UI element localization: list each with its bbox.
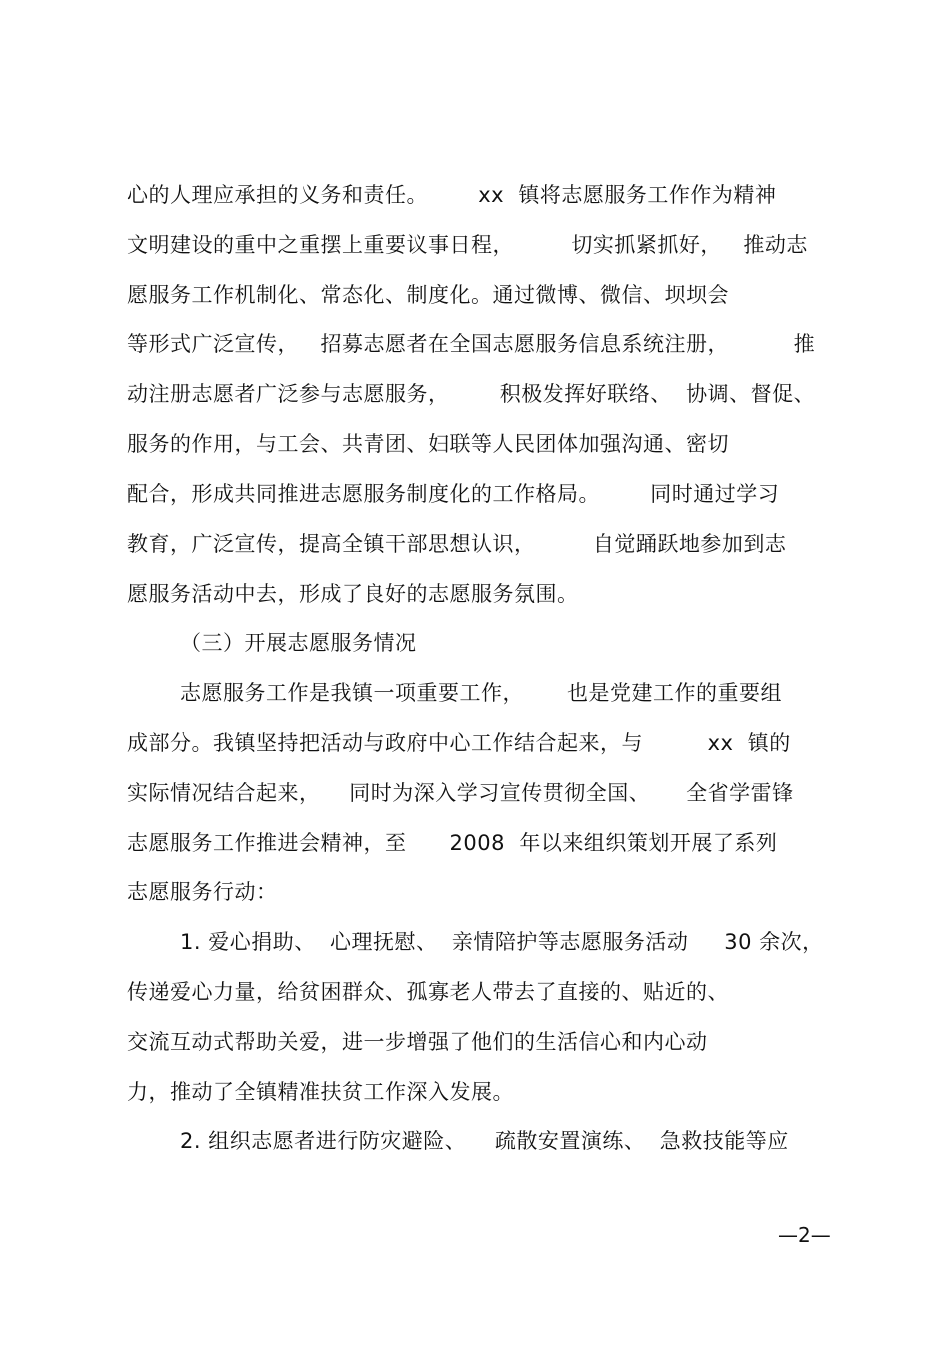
paragraph-line: 心的人理应承担的义务和责任。 xx 镇将志愿服务工作作为精神 xyxy=(127,183,777,207)
paragraph-line: 文明建设的重中之重摆上重要议事日程， 切实抓紧抓好， 推动志 xyxy=(127,233,808,257)
paragraph-line: 力，推动了全镇精准扶贫工作深入发展。 xyxy=(127,1080,514,1104)
paragraph-line: 愿服务活动中去，形成了良好的志愿服务氛围。 xyxy=(127,582,579,606)
paragraph-line: 志愿服务工作是我镇一项重要工作， 也是党建工作的重要组 xyxy=(180,681,783,705)
list-item-line: 1. 爱心捐助、 心理抚慰、 亲情陪护等志愿服务活动 30 余次， xyxy=(180,930,824,954)
paragraph-line: 成部分。我镇坚持把活动与政府中心工作结合起来，与 xx 镇的 xyxy=(127,731,791,755)
paragraph-line: 教育，广泛宣传，提高全镇干部思想认识， 自觉踊跃地参加到志 xyxy=(127,532,787,556)
paragraph-line: 动注册志愿者广泛参与志愿服务， 积极发挥好联络、 协调、督促、 xyxy=(127,382,816,406)
paragraph-line: 服务的作用，与工会、共青团、妇联等人民团体加强沟通、密切 xyxy=(127,432,729,456)
paragraph-line: 传递爱心力量，给贫困群众、孤寡老人带去了直接的、贴近的、 xyxy=(127,980,729,1004)
list-item-line: 2. 组织志愿者进行防灾避险、 疏散安置演练、 急救技能等应 xyxy=(180,1129,789,1153)
paragraph-line: 志愿服务行动： xyxy=(127,880,278,904)
paragraph-line: 等形式广泛宣传， 招募志愿者在全国志愿服务信息系统注册， 推 xyxy=(127,332,816,356)
section-heading: （三）开展志愿服务情况 xyxy=(180,631,417,655)
paragraph-line: 交流互动式帮助关爱，进一步增强了他们的生活信心和内心动 xyxy=(127,1030,708,1054)
page-number: —2— xyxy=(778,1223,831,1247)
paragraph-line: 志愿服务工作推进会精神，至 2008 年以来组织策划开展了系列 xyxy=(127,831,778,855)
paragraph-line: 愿服务工作机制化、常态化、制度化。通过微博、微信、坝坝会 xyxy=(127,283,729,307)
paragraph-line: 配合，形成共同推进志愿服务制度化的工作格局。 同时通过学习 xyxy=(127,482,780,506)
paragraph-line: 实际情况结合起来， 同时为深入学习宣传贯彻全国、 全省学雷锋 xyxy=(127,781,794,805)
